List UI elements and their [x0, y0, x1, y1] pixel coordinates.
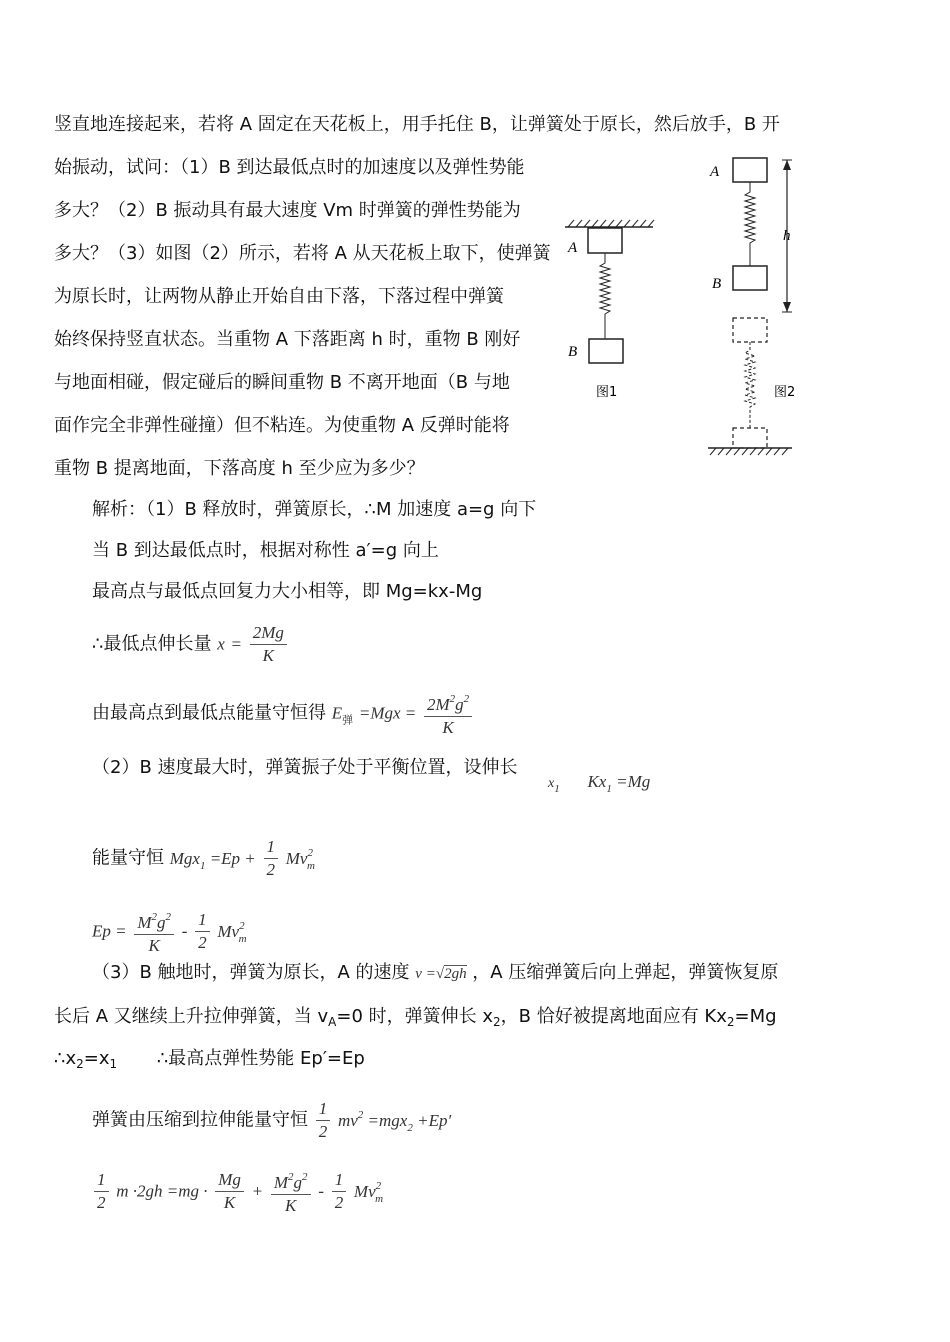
solution-text: 弹簧由压缩到拉伸能量守恒 [92, 1109, 308, 1131]
solution-text: ∴最低点伸长量 [92, 633, 212, 655]
subscript: A [328, 1015, 337, 1029]
solution-text: 能量守恒 [92, 847, 164, 869]
spring-dashed [745, 342, 755, 428]
solution-text: =0 时，弹簧伸长 x [336, 1006, 493, 1027]
subscript: 2 [493, 1015, 501, 1029]
block-a-fig1 [588, 228, 622, 253]
solution-line-3: 最高点与最低点回复力大小相等，即 Mg=kx-Mg [92, 581, 483, 602]
block-a-dashed [733, 318, 767, 342]
solution-text: ，B 恰好被提离地面应有 Kx [500, 1006, 727, 1027]
solution-line-9: （3）B 触地时，弹簧为原长，A 的速度 v =√2gh ，A 压缩弹簧后向上弹起，弹簧恢复原 [92, 962, 779, 983]
problem-line-5: 为原长时，让两物从静止开始自由下落，下落过程中弹簧 [54, 286, 504, 307]
solution-line-2: 当 B 到达最低点时，根据对称性 a′=g 向上 [92, 540, 439, 561]
problem-line-4: 多大？（3）如图（2）所示，若将 A 从天花板上取下，使弹簧 [54, 243, 551, 264]
subscript: 2 [726, 1015, 735, 1029]
spring-fig2 [745, 182, 755, 266]
fig1-label-a: A [568, 240, 578, 256]
equation: x [217, 634, 225, 654]
block-a-fig2 [733, 158, 767, 182]
fig2-label-b: B [712, 276, 722, 292]
fig2-label-a: A [710, 164, 720, 180]
solution-text: 由最高点到最低点能量守恒得 [92, 702, 326, 724]
subscript: 2 [76, 1057, 84, 1071]
problem-line-3: 多大？（2）B 振动具有最大速度 Vm 时弹簧的弹性势能为 [54, 200, 521, 221]
fig1-label-b: B [568, 344, 578, 360]
block-b-fig2 [733, 266, 767, 290]
solution-line-11 [54, 1047, 365, 1076]
solution-text: =Mg [734, 1006, 777, 1027]
solution-line-7: 能量守恒 Mgx$_1$ =Ep + $\frac{1}{2}$ $Mv^2_m$ [92, 837, 315, 879]
figure-2 [700, 150, 810, 460]
solution-text: （2）B 速度最大时，弹簧振子处于平衡位置，设伸长 [92, 757, 518, 778]
solution-text: （3）B 触地时，弹簧为原长，A 的速度 [92, 962, 410, 983]
solution-line-1: 解析：（1）B 释放时，弹簧原长，∴M 加速度 a=g 向下 [92, 499, 537, 520]
problem-line-7: 与地面相碰，假定碰后的瞬间重物 B 不离开地面（B 与地 [54, 372, 510, 393]
solution-line-5: 由最高点到最低点能量守恒得 $E_弹 =Mgx$ = $\frac{2M^2g^2}{K}$ [92, 688, 474, 739]
solution-line-8: Ep = $\frac{M^2g^2}{K}$ - $\frac{1}{2}$ $Mv^2_m$ [92, 906, 247, 957]
solution-line-6 [92, 756, 518, 780]
solution-text: 长后 A 又继续上升拉伸弹簧，当 v [54, 1006, 329, 1027]
solution-line-4: ∴最低点伸长量 x = $\frac{2Mg}{K}$ [92, 622, 289, 667]
figure-1 [560, 215, 660, 405]
fig2-label-h: h [783, 228, 791, 244]
problem-line-6: 始终保持竖直状态。当重物 A 下落距离 h 时，重物 B 刚好 [54, 329, 521, 350]
solution-text: ∴最高点弹性势能 Ep′=Ep [156, 1048, 365, 1069]
solution-text: =x [83, 1048, 110, 1069]
problem-line-1: 竖直地连接起来，若将 A 固定在天花板上，用手托住 B，让弹簧处于原长，然后放手，B 开 [54, 114, 780, 135]
problem-line-8: 面作完全非弹性碰撞）但不粘连。为使重物 A 反弹时能将 [54, 415, 510, 436]
block-b-fig1 [589, 339, 623, 363]
spring-fig1 [600, 253, 610, 327]
block-b-dashed [733, 428, 767, 448]
fraction: $\frac{2Mg}{K}$ [250, 622, 287, 667]
subscript: 1 [109, 1057, 118, 1071]
equation-kx1: $x_1$ $Kx_1 =Mg$ [548, 772, 651, 795]
solution-line-13: $\frac{1}{2}$ m ·2gh =mg · $\frac{Mg}{K}$ + $\frac{M^2g^2}{K}$ - $\frac{1}{2}$ $Mv^2_m$ [92, 1166, 383, 1217]
solution-text: ∴x [54, 1048, 77, 1069]
problem-line-2: 始振动，试问：（1）B 到达最低点时的加速度以及弹性势能 [54, 157, 525, 178]
solution-line-12: 弹簧由压缩到拉伸能量守恒 $\frac{1}{2}$ $mv^2 =mgx_2 +Ep'$ [92, 1099, 452, 1141]
fig1-caption: 图1 [596, 385, 618, 400]
problem-line-9: 重物 B 提离地面，下落高度 h 至少应为多少？ [54, 458, 425, 479]
fig2-caption: 图2 [774, 385, 796, 400]
solution-line-10 [54, 1005, 777, 1034]
solution-text: ，A 压缩弹簧后向上弹起，弹簧恢复原 [472, 962, 779, 983]
